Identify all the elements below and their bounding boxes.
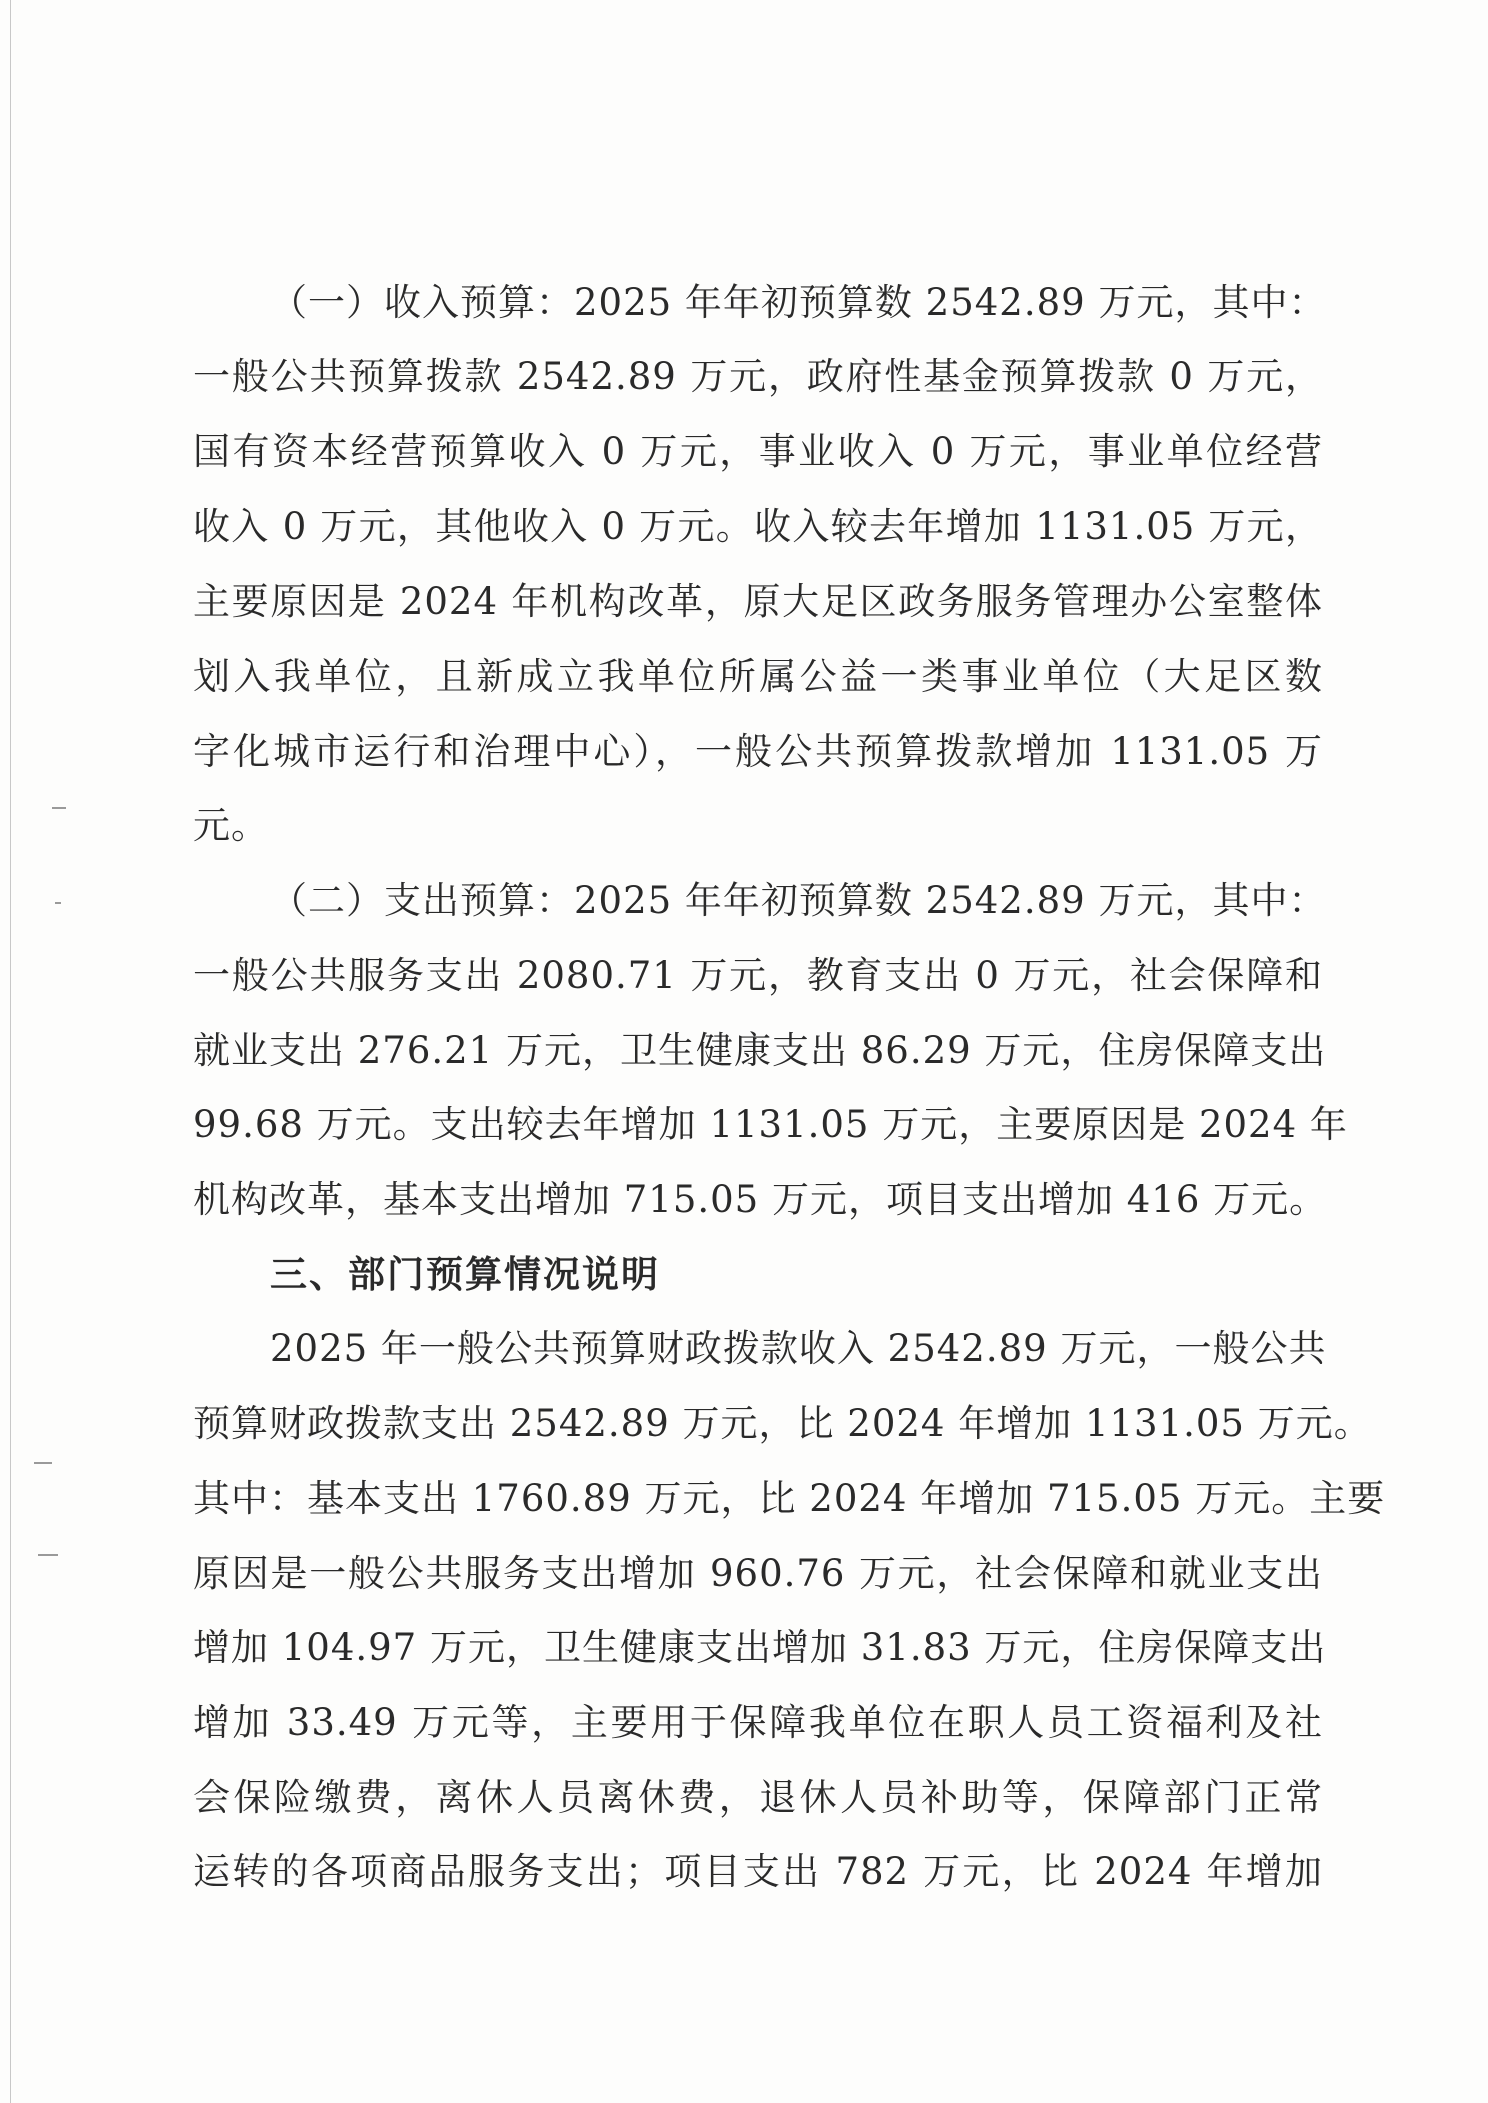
paragraph-line: 收入 0 万元，其他收入 0 万元。收入较去年增加 1131.05 万元， [193,505,1323,548]
paragraph-line: 就业支出 276.21 万元，卫生健康支出 86.29 万元，住房保障支出 [193,1029,1327,1072]
paragraph-line: 增加 104.97 万元，卫生健康支出增加 31.83 万元，住房保障支出 [193,1626,1327,1669]
scan-mark [38,1554,58,1556]
paragraph-line: 一般公共预算拨款 2542.89 万元，政府性基金预算拨款 0 万元， [193,355,1323,398]
scan-mark [52,807,66,809]
paragraph-line: 一般公共服务支出 2080.71 万元，教育支出 0 万元，社会保障和 [193,954,1323,997]
paragraph-line: 国有资本经营预算收入 0 万元，事业收入 0 万元，事业单位经营 [193,430,1323,473]
section-heading: 三、部门预算情况说明 [270,1253,660,1296]
scan-mark [55,902,61,904]
paragraph-income-heading-line: （一）收入预算：2025 年年初预算数 2542.89 万元，其中： [270,281,1327,324]
paragraph-line: 运转的各项商品服务支出；项目支出 782 万元，比 2024 年增加 [193,1850,1323,1893]
paragraph-line: 划入我单位，且新成立我单位所属公益一类事业单位（大足区数 [193,655,1323,698]
paragraph-line: 元。 [193,804,269,847]
paragraph-line: 会保险缴费，离休人员离休费，退休人员补助等，保障部门正常 [193,1776,1323,1819]
paragraph-line: 机构改革，基本支出增加 715.05 万元，项目支出增加 416 万元。 [193,1178,1328,1221]
paragraph-line: 字化城市运行和治理中心），一般公共预算拨款增加 1131.05 万 [193,730,1323,773]
paragraph-line: 预算财政拨款支出 2542.89 万元，比 2024 年增加 1131.05 万元。 [193,1402,1372,1445]
paragraph-line: 原因是一般公共服务支出增加 960.76 万元，社会保障和就业支出 [193,1552,1323,1595]
paragraph-line: 其中：基本支出 1760.89 万元，比 2024 年增加 715.05 万元。主要 [193,1477,1386,1520]
paragraph-line: 增加 33.49 万元等，主要用于保障我单位在职人员工资福利及社 [193,1701,1323,1744]
paragraph-line: 2025 年一般公共预算财政拨款收入 2542.89 万元，一般公共 [270,1327,1327,1370]
scan-edge [10,0,11,2103]
paragraph-expense-heading-line: （二）支出预算：2025 年年初预算数 2542.89 万元，其中： [270,879,1327,922]
paragraph-line: 99.68 万元。支出较去年增加 1131.05 万元，主要原因是 2024 年 [193,1103,1348,1146]
scan-mark [34,1462,52,1464]
paragraph-line: 主要原因是 2024 年机构改革，原大足区政务服务管理办公室整体 [193,580,1323,623]
